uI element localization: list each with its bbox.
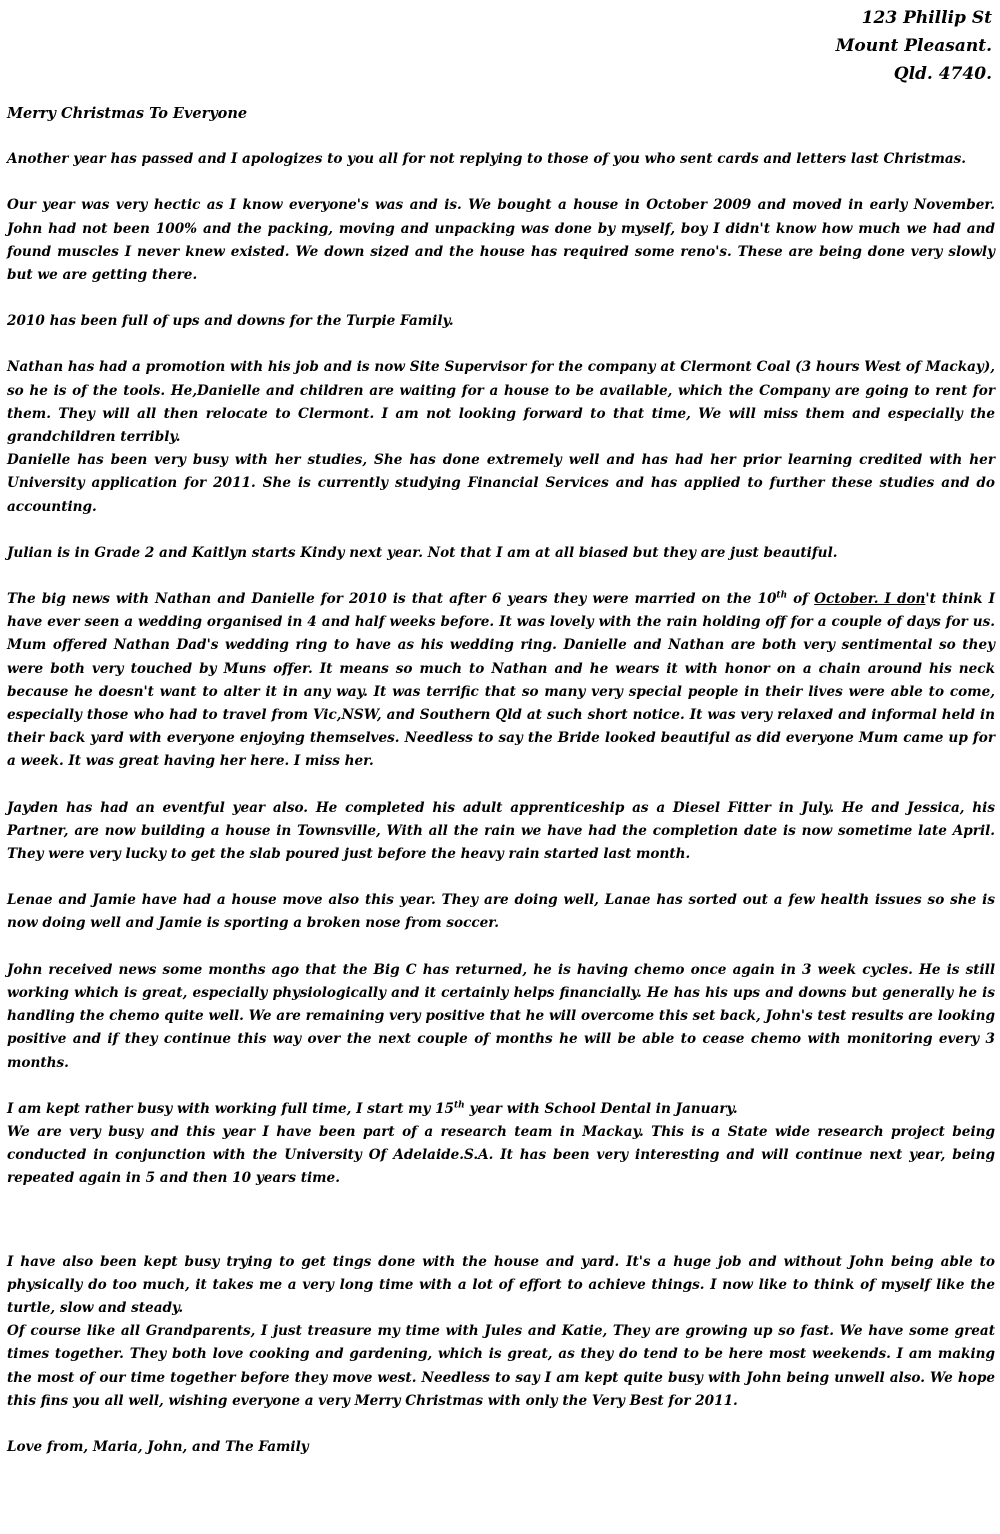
greeting: Merry Christmas To Everyone [7, 105, 248, 122]
address-state-postcode: Qld. 4740. [893, 64, 992, 84]
wedding-text-of: of [787, 591, 815, 608]
paragraph-wedding [7, 588, 995, 774]
address-street: 123 Phillip St [861, 8, 992, 28]
paragraph-grandparents: Of course like all Grandparents, I just treasure my time with Jules and Katie, They are growing up so fast. We have some great times together. They both love cooking and gardening, which is great, as they do tend to be here most weekends. I am making the most of our time together before they move west. Needless to say I am kept quite busy with John being unwell also. We hope this fins you all well, wishing everyone a very Merry Christmas with only the Very Best for 2011. [7, 1323, 995, 1409]
signoff: Love from, Maria, John, and The Family [7, 1438, 309, 1455]
paragraph-research: We are very busy and this year I have been part of a research team in Mackay. This is a State wide research project being conducted in conjunction with the University Of Adelaide.S.A. It has been very interesting and will continue next year, being repeated again in 5 and then 10 years time. [7, 1123, 995, 1187]
paragraph-house-yard: I have also been kept busy trying to get tings done with the house and yard. It's a huge job and without John being able to physically do too much, it takes me a very long time with a lot of effort to achieve things. I now like to think of myself like the turtle, slow and steady. [7, 1253, 995, 1316]
paragraph-john-health: John received news some months ago that the Big C has returned, he is having chemo once again in 3 week cycles. He is still working which is great, especially physiologically and it certainly helps financially. He has his ups and downs but generally he is handling the chemo quite well. We are remaining very positive that he will overcome this set back, John's test results are looking positive and if they continue this way over the next couple of months he will be able to cease chemo with monitoring every 3 months. [7, 961, 995, 1071]
ordinal-suffix: th [454, 1100, 465, 1111]
paragraph-grandchildren: Julian is in Grade 2 and Kaitlyn starts Kindy next year. Not that I am at all biased but they are just beautiful. [7, 544, 838, 561]
paragraph-lenae-jamie: Lenae and Jamie have had a house move also this year. They are doing well, Lanae has sorted out a few health issues so she is now doing well and Jamie is sporting a broken nose from soccer. [7, 892, 995, 932]
letter-body [7, 102, 995, 1459]
sender-address [836, 4, 992, 88]
paragraph-house-move: Our year was very hectic as I know everyone's was and is. We bought a house in October 2009 and moved in early November. John had not been 100% and the packing, moving and unpacking was done by myself, boy I didn't know how much we had and found muscles I never knew existed. We down sized and the house has required some reno's. These are being done very slowly but we are getting there. [7, 197, 995, 284]
ordinal-suffix: th [776, 590, 788, 601]
paragraph-work [7, 1098, 995, 1121]
address-suburb: Mount Pleasant. [835, 36, 992, 56]
wedding-text-start: The big news with Nathan and Danielle for 2010 is that after 6 years they were married on the 10 [7, 591, 777, 608]
work-text-start: I am kept rather busy with working full time, I start my 15 [7, 1100, 455, 1117]
paragraph-nathan: Nathan has had a promotion with his job and is now Site Supervisor for the company at Clermont Coal (3 hours West of Mackay), so he is of the tools. He,Danielle and children are waiting for a house to be available, which the Company are going to rent for them. They will all then relocate to Clermont. I am not looking forward to that time, We will miss them and especially the grandchildren terribly. [7, 359, 995, 446]
paragraph-jayden: Jayden has had an eventful year also. He completed his adult apprenticeship as a Diesel Fitter in July. He and Jessica, his Partner, are now building a house in Townsville, With all the rain we have had the completion date is now sometime late April. They were very lucky to get the slab poured just before the heavy rain started last month. [7, 799, 995, 863]
paragraph-apology: Another year has passed and I apologizes to you all for not replying to those of you who sent cards and letters last Christmas. [7, 151, 967, 168]
wedding-underlined-text: October. I don [814, 591, 926, 608]
paragraph-family-year: 2010 has been full of ups and downs for the Turpie Family. [7, 313, 454, 330]
wedding-text-rest: 't think I have ever seen a wedding organised in 4 and half weeks before. It was lovely with the rain holding off for a couple of days for us. Mum offered Nathan Dad's wedding ring to have as his wedding ring. Danielle and Nathan are both very sentimental so they were both very touched by Muns offer. It means so much to Nathan and he wears it with honor on a chain around his neck because he doesn't want to alter it in any way. It was terrific that so many very special people in their lives were able to come, especially those who had to travel from Vic,NSW, and Southern Qld at such short notice. It was very relaxed and informal held in their back yard with everyone enjoying themselves. Needless to say the Bride looked beautiful as did everyone Mum came up for a week. It was great having her here. I miss her. [7, 591, 995, 770]
paragraph-danielle: Danielle has been very busy with her studies, She has done extremely well and has had her prior learning credited with her University application for 2011. She is currently studying Financial Services and has applied to further these studies and do accounting. [7, 452, 995, 515]
work-text-end: year with School Dental in January. [464, 1100, 738, 1117]
